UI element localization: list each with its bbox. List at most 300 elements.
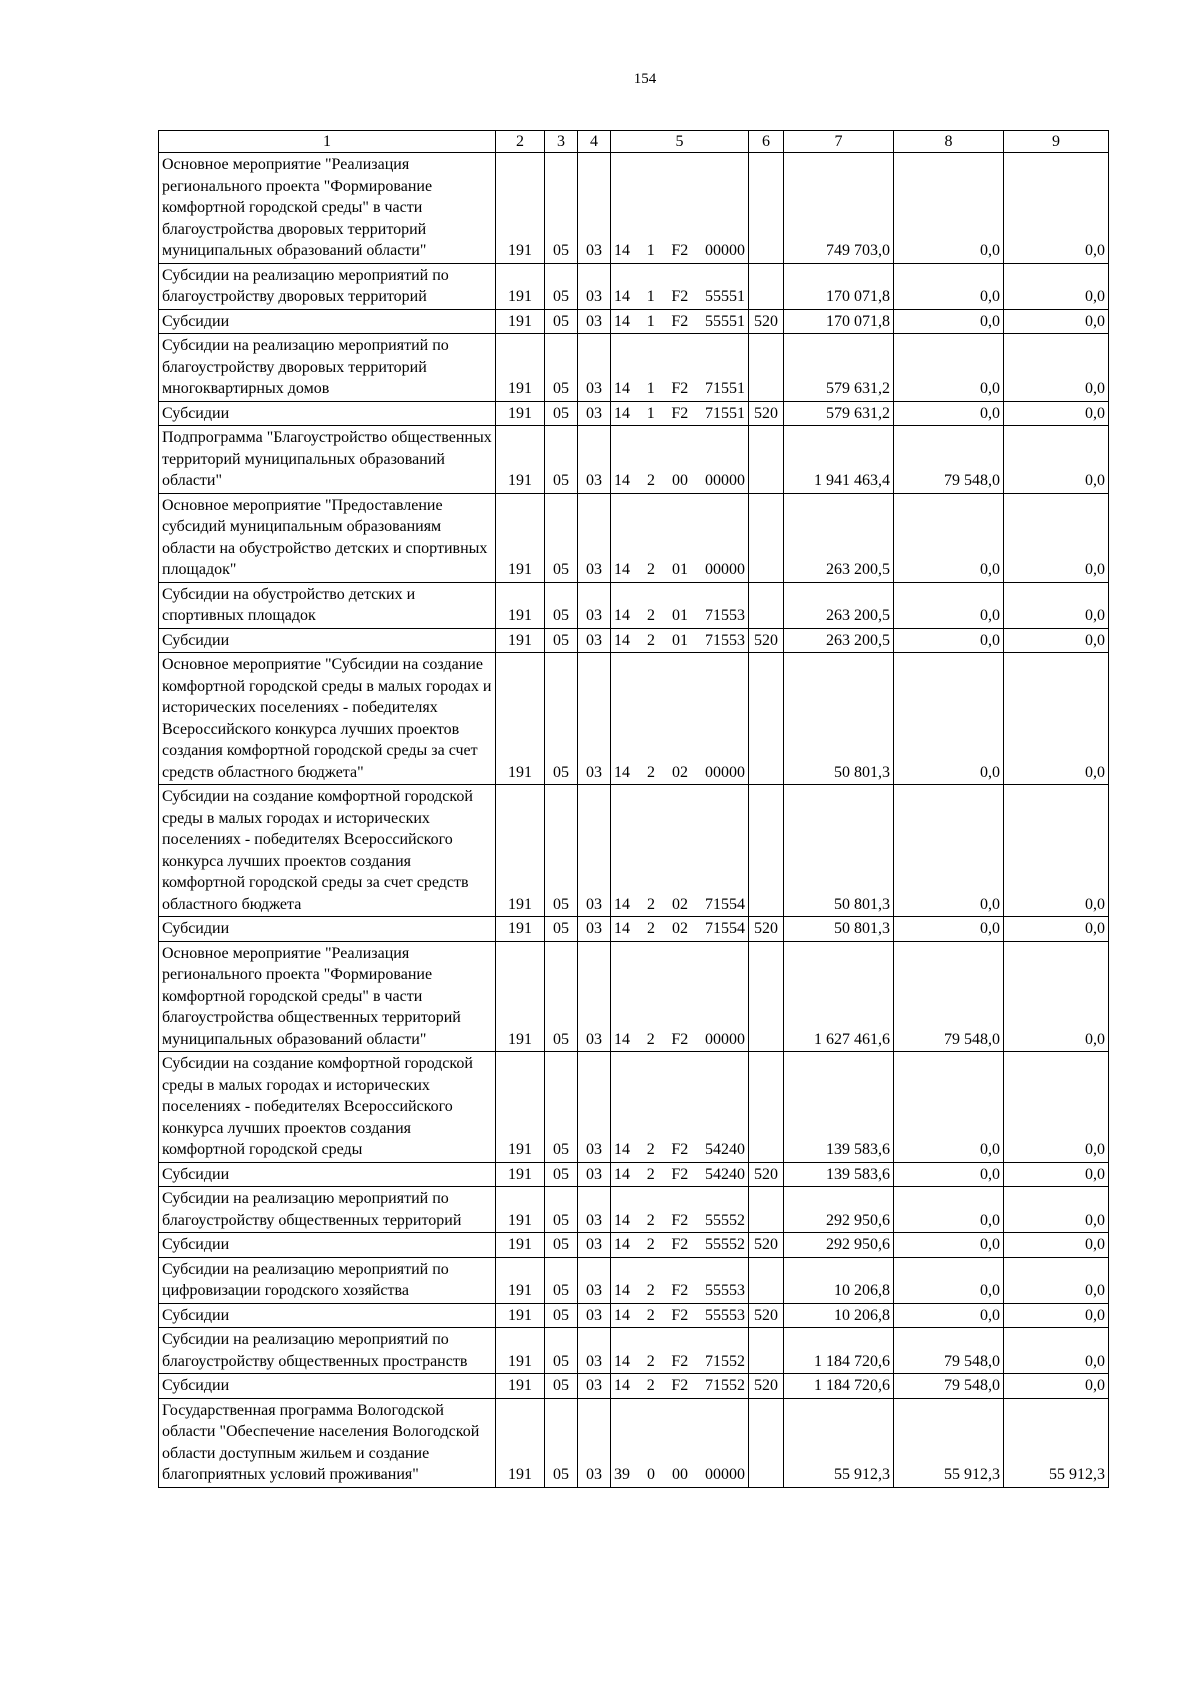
cell-amount-7: 292 950,6: [784, 1187, 894, 1233]
cell-amount-8: 0,0: [894, 1162, 1004, 1187]
cell-amount-9: 55 912,3: [1004, 1398, 1109, 1487]
cell-amount-9: 0,0: [1004, 1328, 1109, 1374]
target-code-part: 2: [646, 1306, 655, 1324]
target-code-part: 02: [672, 920, 688, 937]
target-code-part: 00000: [705, 561, 745, 578]
cell-section-code: 05: [545, 1233, 578, 1258]
cell-expense-type: [749, 785, 784, 917]
cell-section-code: 05: [545, 653, 578, 785]
cell-section-code: 05: [545, 153, 578, 264]
target-code-part: 00: [672, 472, 688, 489]
target-code-part: 14: [614, 404, 630, 422]
target-code-part: F2: [671, 404, 689, 422]
cell-amount-8: 0,0: [894, 1187, 1004, 1233]
cell-target-code: [611, 1303, 749, 1328]
cell-section-code: 05: [545, 1374, 578, 1399]
row-name: Субсидии на реализацию мероприятий по благоустройству дворовых территорий: [159, 263, 496, 309]
cell-subsection-code: 03: [578, 426, 611, 494]
target-code-part: F2: [671, 1377, 689, 1394]
cell-subsection-code: 03: [578, 1052, 611, 1163]
cell-section-code: 05: [545, 493, 578, 582]
target-code-part: 14: [614, 1211, 630, 1229]
target-code-part: F2: [671, 1236, 689, 1253]
cell-amount-7: 1 184 720,6: [784, 1374, 894, 1399]
cell-section-code: 05: [545, 1398, 578, 1487]
table-row: [159, 1374, 1109, 1399]
cell-subsection-code: 03: [578, 1328, 611, 1374]
cell-amount-9: 0,0: [1004, 628, 1109, 653]
row-name: Субсидии на создание комфортной городской среды в малых городах и исторических поселениях - победителях Всероссийского конкурса лучших проектов создания комфортной городской среды за счет средств областного бюджета: [159, 785, 496, 917]
target-code-part: 02: [672, 895, 688, 913]
target-code-part: 55551: [704, 312, 745, 330]
target-code-parts: [614, 559, 745, 581]
target-code-part: 39: [614, 1466, 630, 1483]
cell-admin-code: 191: [496, 1162, 545, 1187]
target-code-part: 14: [614, 242, 630, 259]
target-code-part: 1: [646, 288, 655, 305]
target-code-parts: [614, 403, 745, 425]
target-code-part: 14: [614, 1377, 630, 1394]
cell-admin-code: 191: [496, 1303, 545, 1328]
table-row: [159, 628, 1109, 653]
cell-section-code: 05: [545, 1303, 578, 1328]
cell-admin-code: 191: [496, 334, 545, 402]
cell-expense-type: [749, 653, 784, 785]
target-code-part: 2: [646, 1030, 655, 1048]
target-code-part: 2: [647, 607, 655, 624]
target-code-part: 55553: [704, 1282, 745, 1299]
cell-expense-type: [749, 1398, 784, 1487]
table-row: [159, 1233, 1109, 1258]
cell-subsection-code: 03: [578, 1374, 611, 1399]
cell-amount-8: 79 548,0: [894, 426, 1004, 494]
target-code-part: 2: [647, 631, 655, 649]
target-code-part: 0: [647, 1466, 655, 1483]
target-code-part: 55552: [704, 1236, 745, 1253]
cell-amount-7: 1 184 720,6: [784, 1328, 894, 1374]
header-cell: 3: [545, 131, 578, 153]
cell-subsection-code: 03: [578, 1257, 611, 1303]
cell-target-code: [611, 309, 749, 334]
cell-section-code: 05: [545, 426, 578, 494]
cell-target-code: [611, 493, 749, 582]
budget-table: [158, 130, 1109, 1488]
cell-target-code: [611, 1257, 749, 1303]
target-code-part: 14: [614, 763, 630, 781]
target-code-part: F2: [671, 1211, 689, 1229]
cell-target-code: [611, 153, 749, 264]
cell-section-code: 05: [545, 1257, 578, 1303]
cell-expense-type: 520: [749, 309, 784, 334]
cell-expense-type: [749, 1257, 784, 1303]
target-code-part: 02: [672, 763, 688, 781]
cell-amount-9: 0,0: [1004, 1162, 1109, 1187]
target-code-part: 2: [646, 1282, 655, 1299]
cell-expense-type: [749, 493, 784, 582]
cell-target-code: [611, 1233, 749, 1258]
table-row: [159, 1257, 1109, 1303]
row-name: Основное мероприятие "Предоставление субсидий муниципальным образованиям области на обустройство детских и спортивных площадок": [159, 493, 496, 582]
cell-admin-code: 191: [496, 1328, 545, 1374]
target-code-part: 01: [672, 631, 688, 649]
cell-admin-code: 191: [496, 426, 545, 494]
cell-section-code: 05: [545, 582, 578, 628]
target-code-part: 71551: [704, 404, 745, 422]
target-code-part: 2: [646, 1352, 655, 1370]
cell-amount-9: 0,0: [1004, 917, 1109, 942]
cell-amount-7: 139 583,6: [784, 1162, 894, 1187]
target-code-part: 55553: [704, 1306, 745, 1324]
cell-amount-7: 263 200,5: [784, 628, 894, 653]
page-number: 154: [633, 71, 657, 87]
target-code-part: F2: [671, 1306, 689, 1324]
target-code-part: 1: [646, 380, 655, 397]
cell-amount-9: 0,0: [1004, 309, 1109, 334]
target-code-part: 00000: [705, 763, 745, 781]
row-name: Основное мероприятие "Субсидии на создание комфортной городской среды в малых городах и исторических поселениях - победителях Всероссийского конкурса лучших проектов создания комфортной городской среды за счет средств областного бюджета": [159, 653, 496, 785]
target-code-part: 14: [614, 607, 630, 624]
cell-target-code: [611, 263, 749, 309]
cell-expense-type: [749, 153, 784, 264]
cell-amount-8: 0,0: [894, 401, 1004, 426]
cell-expense-type: [749, 263, 784, 309]
target-code-part: F2: [671, 1282, 689, 1299]
target-code-part: 14: [614, 380, 630, 397]
target-code-part: 14: [614, 1282, 630, 1299]
target-code-parts: [614, 918, 745, 940]
table-row: [159, 917, 1109, 942]
cell-section-code: 05: [545, 941, 578, 1052]
cell-subsection-code: 03: [578, 1162, 611, 1187]
row-name: Субсидии: [159, 1162, 496, 1187]
cell-subsection-code: 03: [578, 334, 611, 402]
cell-target-code: [611, 426, 749, 494]
target-code-part: 14: [614, 920, 630, 937]
cell-admin-code: 191: [496, 1233, 545, 1258]
row-name: Субсидии на создание комфортной городской среды в малых городах и исторических поселениях - победителях Всероссийского конкурса лучших проектов создания комфортной городской среды: [159, 1052, 496, 1163]
cell-admin-code: 191: [496, 582, 545, 628]
header-cell: 5: [611, 131, 749, 153]
target-code-parts: [614, 378, 745, 400]
target-code-parts: [614, 630, 745, 652]
cell-subsection-code: 03: [578, 917, 611, 942]
row-name: Субсидии на реализацию мероприятий по благоустройству дворовых территорий многоквартирных домов: [159, 334, 496, 402]
cell-amount-9: 0,0: [1004, 785, 1109, 917]
cell-subsection-code: 03: [578, 1398, 611, 1487]
row-name: Субсидии: [159, 1374, 496, 1399]
header-cell: 2: [496, 131, 545, 153]
cell-admin-code: 191: [496, 309, 545, 334]
cell-target-code: [611, 582, 749, 628]
target-code-part: 71554: [705, 920, 745, 937]
cell-amount-7: 263 200,5: [784, 493, 894, 582]
cell-target-code: [611, 1052, 749, 1163]
target-code-part: 14: [614, 1141, 630, 1158]
cell-amount-9: 0,0: [1004, 1233, 1109, 1258]
cell-amount-8: 0,0: [894, 263, 1004, 309]
cell-subsection-code: 03: [578, 582, 611, 628]
cell-amount-9: 0,0: [1004, 153, 1109, 264]
cell-amount-7: 579 631,2: [784, 334, 894, 402]
target-code-part: 71554: [705, 895, 745, 913]
target-code-part: 71553: [705, 607, 745, 624]
cell-expense-type: [749, 941, 784, 1052]
target-code-part: 14: [614, 1236, 630, 1253]
target-code-part: F2: [671, 312, 689, 330]
target-code-parts: [614, 1210, 745, 1232]
cell-amount-8: 0,0: [894, 153, 1004, 264]
target-code-parts: [614, 1375, 745, 1397]
target-code-parts: [614, 1029, 745, 1051]
cell-subsection-code: 03: [578, 1303, 611, 1328]
header-cell: 9: [1004, 131, 1109, 153]
target-code-part: 14: [614, 312, 630, 330]
target-code-part: F2: [671, 1352, 689, 1370]
cell-admin-code: 191: [496, 1257, 545, 1303]
cell-target-code: [611, 653, 749, 785]
cell-subsection-code: 03: [578, 153, 611, 264]
target-code-part: 00: [672, 1466, 688, 1483]
cell-target-code: [611, 401, 749, 426]
target-code-parts: [614, 605, 745, 627]
table-row: [159, 493, 1109, 582]
cell-admin-code: 191: [496, 153, 545, 264]
row-name: Субсидии: [159, 628, 496, 653]
cell-amount-9: 0,0: [1004, 263, 1109, 309]
cell-expense-type: 520: [749, 1374, 784, 1399]
target-code-part: 00000: [705, 1466, 745, 1483]
cell-amount-7: 139 583,6: [784, 1052, 894, 1163]
cell-amount-8: 0,0: [894, 628, 1004, 653]
cell-expense-type: [749, 334, 784, 402]
cell-amount-8: 79 548,0: [894, 1374, 1004, 1399]
target-code-parts: [614, 470, 745, 492]
cell-expense-type: 520: [749, 628, 784, 653]
cell-amount-9: 0,0: [1004, 1052, 1109, 1163]
target-code-part: 71553: [705, 631, 745, 649]
header-cell: 7: [784, 131, 894, 153]
cell-admin-code: 191: [496, 1052, 545, 1163]
cell-section-code: 05: [545, 263, 578, 309]
cell-admin-code: 191: [496, 785, 545, 917]
target-code-part: 2: [646, 1141, 655, 1158]
cell-expense-type: [749, 582, 784, 628]
target-code-parts: [614, 1234, 745, 1256]
target-code-part: 2: [647, 472, 655, 489]
cell-admin-code: 191: [496, 401, 545, 426]
cell-amount-8: 0,0: [894, 1233, 1004, 1258]
row-name: Субсидии на обустройство детских и спортивных площадок: [159, 582, 496, 628]
cell-admin-code: 191: [496, 493, 545, 582]
table-row: [159, 309, 1109, 334]
cell-expense-type: 520: [749, 401, 784, 426]
cell-admin-code: 191: [496, 1374, 545, 1399]
cell-amount-9: 0,0: [1004, 1374, 1109, 1399]
row-name: Подпрограмма "Благоустройство общественных территорий муниципальных образований области": [159, 426, 496, 494]
target-code-part: 01: [672, 561, 688, 578]
cell-target-code: [611, 941, 749, 1052]
cell-amount-7: 263 200,5: [784, 582, 894, 628]
header-cell: 1: [159, 131, 496, 153]
cell-admin-code: 191: [496, 941, 545, 1052]
cell-subsection-code: 03: [578, 493, 611, 582]
cell-amount-7: 749 703,0: [784, 153, 894, 264]
table-row: [159, 1328, 1109, 1374]
table-row: [159, 1052, 1109, 1163]
cell-admin-code: 191: [496, 917, 545, 942]
cell-amount-7: 1 941 463,4: [784, 426, 894, 494]
cell-amount-8: 0,0: [894, 1052, 1004, 1163]
cell-target-code: [611, 1398, 749, 1487]
target-code-part: 2: [646, 1211, 655, 1229]
target-code-part: 71551: [704, 380, 745, 397]
target-code-part: 00000: [704, 242, 745, 259]
target-code-part: 55551: [704, 288, 745, 305]
cell-amount-8: 0,0: [894, 334, 1004, 402]
target-code-parts: [614, 1164, 745, 1186]
cell-amount-8: 0,0: [894, 1257, 1004, 1303]
row-name: Субсидии на реализацию мероприятий по благоустройству общественных пространств: [159, 1328, 496, 1374]
cell-amount-7: 50 801,3: [784, 653, 894, 785]
table-row: [159, 1162, 1109, 1187]
target-code-part: 71552: [704, 1352, 745, 1370]
target-code-parts: [614, 286, 745, 308]
target-code-part: 54240: [704, 1141, 745, 1158]
cell-expense-type: [749, 1187, 784, 1233]
target-code-part: 14: [614, 631, 630, 649]
cell-amount-9: 0,0: [1004, 334, 1109, 402]
cell-subsection-code: 03: [578, 1187, 611, 1233]
cell-amount-9: 0,0: [1004, 941, 1109, 1052]
header-cell: 6: [749, 131, 784, 153]
table-row: [159, 401, 1109, 426]
cell-section-code: 05: [545, 309, 578, 334]
cell-section-code: 05: [545, 785, 578, 917]
row-name: Основное мероприятие "Реализация регионального проекта "Формирование комфортной городской среды" в части благоустройства общественных территорий муниципальных образований области": [159, 941, 496, 1052]
cell-target-code: [611, 917, 749, 942]
cell-amount-9: 0,0: [1004, 426, 1109, 494]
target-code-part: 55552: [704, 1211, 745, 1229]
target-code-part: 2: [647, 895, 655, 913]
cell-amount-8: 0,0: [894, 309, 1004, 334]
cell-section-code: 05: [545, 628, 578, 653]
target-code-parts: [614, 1464, 745, 1486]
cell-admin-code: 191: [496, 263, 545, 309]
target-code-part: 2: [647, 920, 655, 937]
target-code-part: 2: [646, 1165, 655, 1183]
row-name: Субсидии: [159, 1233, 496, 1258]
cell-target-code: [611, 628, 749, 653]
cell-expense-type: [749, 426, 784, 494]
target-code-part: 1: [646, 312, 655, 330]
target-code-part: 1: [646, 404, 655, 422]
target-code-part: 2: [647, 763, 655, 781]
cell-amount-9: 0,0: [1004, 401, 1109, 426]
table-row: [159, 263, 1109, 309]
cell-target-code: [611, 785, 749, 917]
cell-target-code: [611, 1187, 749, 1233]
cell-amount-9: 0,0: [1004, 1303, 1109, 1328]
cell-amount-8: 55 912,3: [894, 1398, 1004, 1487]
cell-amount-9: 0,0: [1004, 493, 1109, 582]
cell-amount-8: 79 548,0: [894, 1328, 1004, 1374]
cell-amount-7: 579 631,2: [784, 401, 894, 426]
cell-amount-8: 0,0: [894, 785, 1004, 917]
target-code-part: 00000: [704, 1030, 745, 1048]
table-row: [159, 1303, 1109, 1328]
cell-subsection-code: 03: [578, 1233, 611, 1258]
target-code-part: 71552: [704, 1377, 745, 1394]
cell-section-code: 05: [545, 1162, 578, 1187]
cell-expense-type: 520: [749, 1162, 784, 1187]
target-code-part: F2: [671, 242, 689, 259]
header-cell: 8: [894, 131, 1004, 153]
target-code-part: 2: [646, 1377, 655, 1394]
cell-amount-7: 170 071,8: [784, 309, 894, 334]
row-name: Субсидии на реализацию мероприятий по цифровизации городского хозяйства: [159, 1257, 496, 1303]
target-code-part: 2: [646, 1236, 655, 1253]
cell-amount-7: 170 071,8: [784, 263, 894, 309]
row-name: Субсидии: [159, 309, 496, 334]
target-code-part: F2: [671, 1165, 689, 1183]
cell-expense-type: [749, 1052, 784, 1163]
cell-subsection-code: 03: [578, 941, 611, 1052]
table-row: [159, 582, 1109, 628]
cell-amount-8: 0,0: [894, 653, 1004, 785]
target-code-part: 14: [614, 288, 630, 305]
row-name: Государственная программа Вологодской области "Обеспечение населения Вологодской области доступным жильем и создание благоприятных условий проживания": [159, 1398, 496, 1487]
target-code-parts: [614, 240, 745, 262]
target-code-part: 2: [647, 561, 655, 578]
target-code-part: 1: [646, 242, 655, 259]
table-row: [159, 785, 1109, 917]
cell-target-code: [611, 334, 749, 402]
cell-expense-type: 520: [749, 917, 784, 942]
cell-section-code: 05: [545, 401, 578, 426]
row-name: Основное мероприятие "Реализация регионального проекта "Формирование комфортной городской среды" в части благоустройства дворовых территорий муниципальных образований области": [159, 153, 496, 264]
cell-amount-7: 1 627 461,6: [784, 941, 894, 1052]
target-code-part: 00000: [705, 472, 745, 489]
table-row: [159, 334, 1109, 402]
target-code-parts: [614, 1280, 745, 1302]
cell-amount-9: 0,0: [1004, 582, 1109, 628]
row-name: Субсидии: [159, 401, 496, 426]
target-code-part: F2: [671, 1141, 689, 1158]
cell-amount-9: 0,0: [1004, 1257, 1109, 1303]
table-row: [159, 941, 1109, 1052]
table-row: [159, 426, 1109, 494]
row-name: Субсидии: [159, 917, 496, 942]
target-code-part: 14: [614, 1030, 630, 1048]
cell-admin-code: 191: [496, 628, 545, 653]
target-code-part: 14: [614, 895, 630, 913]
table-row: [159, 653, 1109, 785]
target-code-part: F2: [671, 380, 689, 397]
target-code-part: 14: [614, 1352, 630, 1370]
cell-admin-code: 191: [496, 1187, 545, 1233]
cell-amount-7: 55 912,3: [784, 1398, 894, 1487]
target-code-part: 54240: [704, 1165, 745, 1183]
cell-section-code: 05: [545, 334, 578, 402]
cell-target-code: [611, 1328, 749, 1374]
cell-subsection-code: 03: [578, 785, 611, 917]
cell-amount-8: 0,0: [894, 917, 1004, 942]
target-code-part: F2: [671, 1030, 689, 1048]
target-code-part: F2: [671, 288, 689, 305]
cell-subsection-code: 03: [578, 401, 611, 426]
target-code-part: 01: [672, 607, 688, 624]
target-code-parts: [614, 894, 745, 916]
